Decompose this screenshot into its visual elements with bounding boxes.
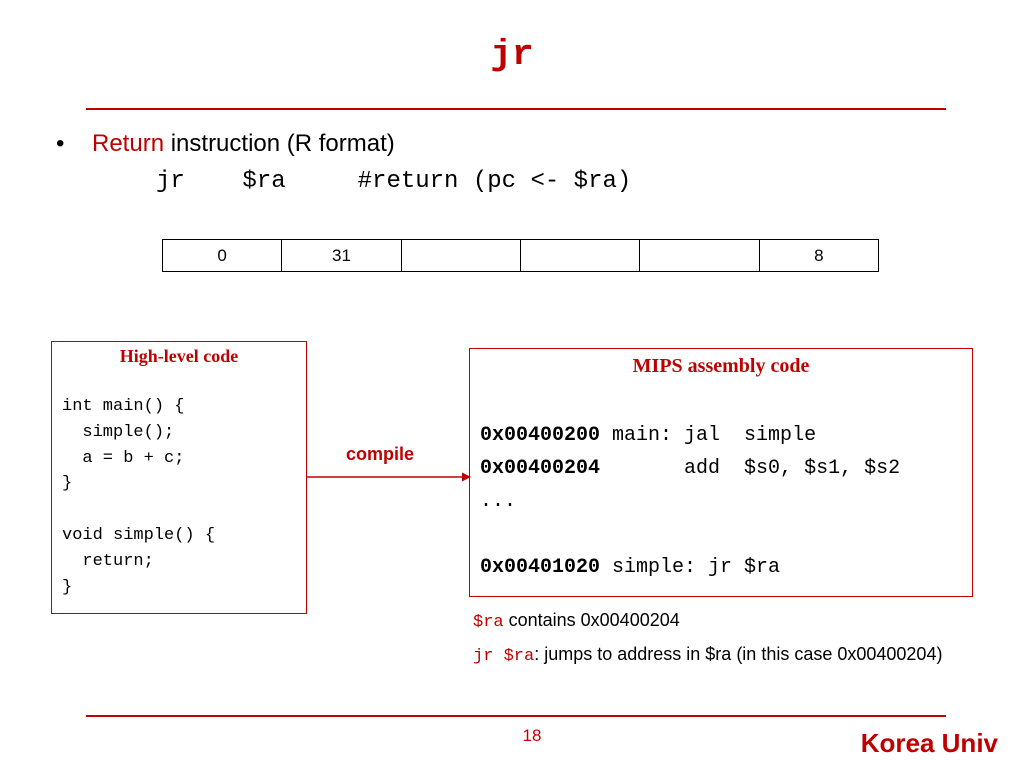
instruction-format-table xyxy=(162,239,879,272)
compile-label: compile xyxy=(346,444,415,464)
mips-title: MIPS assembly code xyxy=(632,355,810,377)
note-code: $ra xyxy=(473,613,504,632)
instruction: simple: jr $ra xyxy=(600,556,781,579)
code-line: simple(); xyxy=(62,422,175,442)
instruction: main: jal simple xyxy=(600,424,817,447)
bullet-keyword: Return xyxy=(92,130,165,157)
field-rd xyxy=(520,240,639,271)
mips-code xyxy=(480,419,900,584)
high-level-code xyxy=(62,394,215,600)
page-number: 18 xyxy=(522,726,542,745)
instruction: ... xyxy=(480,490,517,513)
bullet-text: instruction (R format) xyxy=(164,130,395,157)
mips-code-box xyxy=(469,348,973,597)
note-text: : jumps to address in $ra (in this case 0x00400204) xyxy=(534,644,943,664)
high-level-title: High-level code xyxy=(119,346,239,366)
code-line: a = b + c; xyxy=(62,448,185,468)
brand-logo: Korea Univ xyxy=(860,728,998,758)
slide-title: jr xyxy=(490,34,534,75)
field-rs: 31 xyxy=(281,240,400,271)
bullet-item xyxy=(56,130,395,158)
field-funct: 8 xyxy=(759,240,878,271)
note-jr-jumps xyxy=(473,644,942,666)
field-op: 0 xyxy=(217,245,227,265)
code-line: void simple() { xyxy=(62,525,216,545)
code-line: return; xyxy=(62,551,154,571)
field-rt xyxy=(401,240,520,271)
instruction: add $s0, $s1, $s2 xyxy=(600,457,901,480)
note-code: jr $ra xyxy=(473,647,535,666)
high-level-code-box xyxy=(51,341,307,614)
code-line: } xyxy=(62,577,73,597)
bullet-dot-icon: • xyxy=(56,130,65,157)
address: 0x00400204 xyxy=(480,457,601,480)
address: 0x00400200 xyxy=(480,424,601,447)
field-shamt xyxy=(639,240,758,271)
note-ra-contains xyxy=(473,610,680,632)
address: 0x00401020 xyxy=(480,556,601,579)
code-line: int main() { xyxy=(62,397,185,416)
note-text: contains 0x00400204 xyxy=(503,610,680,630)
title-divider xyxy=(86,108,946,110)
code-line: } xyxy=(62,474,73,494)
footer-divider xyxy=(86,715,946,717)
compile-arrow-icon xyxy=(307,470,471,484)
code-example: jr $ra #return (pc <- $ra) xyxy=(156,168,632,195)
